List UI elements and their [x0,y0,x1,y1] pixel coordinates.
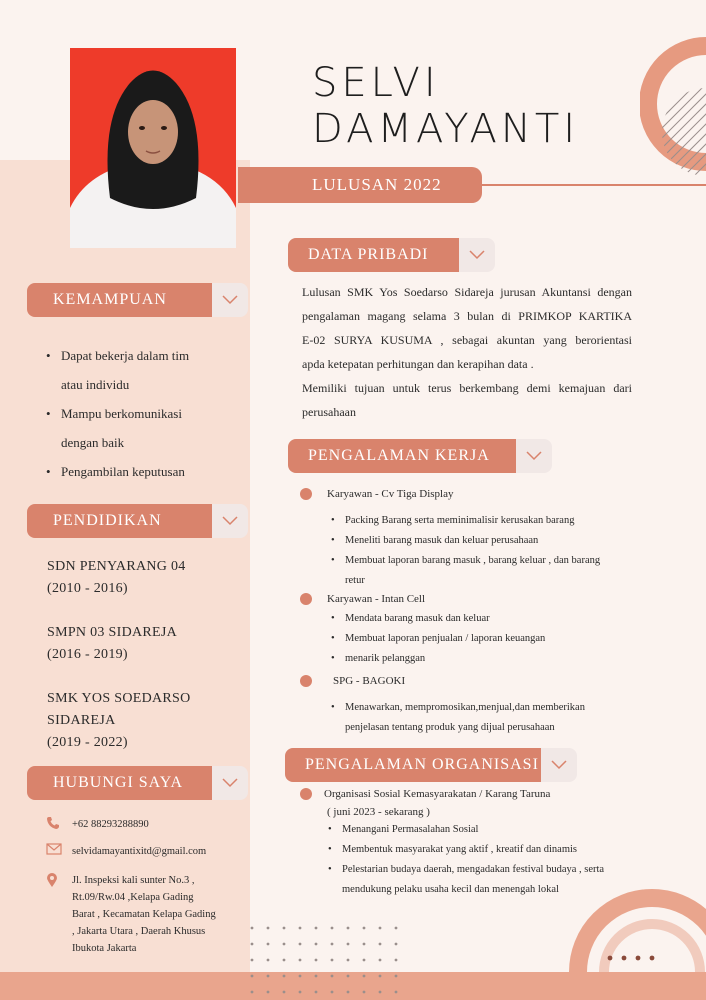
address-line: Jl. Inspeksi kali sunter No.3 , [72,875,195,886]
phone-icon [46,816,72,835]
list-item-continuation: atau individu [61,377,130,392]
job-title: Karyawan - Intan Cell [327,593,426,605]
profile-line: pengalaman magang selama 3 bulan di PRIMKOP KARTIKA [302,309,632,323]
list-item: • Meneliti barang masuk dan keluar perusahaan [331,531,600,551]
job-duties [331,511,600,591]
organization-duties [328,820,604,900]
address-line: Barat , Kecamatan Kelapa Gading [72,909,216,920]
mail-icon [46,843,72,860]
list-item: • Dapat bekerja dalam tim [46,341,189,370]
school-years: (2016 - 2019) [47,647,128,662]
chevron-down-icon [212,283,248,317]
school-years: (2010 - 2016) [47,581,128,596]
list-item: • Membuat laporan barang masuk , barang keluar , dan barang [331,551,600,571]
graduation-banner: LULUSAN 2022 [238,167,482,203]
section-title: PENDIDIKAN [27,504,212,538]
education-item [47,556,186,600]
school-years: (2019 - 2022) [47,735,128,750]
profile-photo [70,48,236,248]
list-item: • Membuat laporan penjualan / laporan keuangan [331,629,545,649]
section-title: KEMAMPUAN [27,283,212,317]
section-header-pendidikan [27,504,248,538]
first-name: SELVI [312,60,440,106]
location-pin-icon [46,872,72,957]
section-title: PENGALAMAN KERJA [288,439,516,473]
section-header-kemampuan [27,283,248,317]
education-item [47,622,177,666]
list-item-continuation: retur [345,575,365,586]
dot-grid-small-decoration [606,952,656,972]
school-name: SMPN 03 SIDAREJA [47,625,178,640]
address-line: Rt.09/Rw.04 ,Kelapa Gading [72,892,194,903]
divider-line [482,184,706,186]
education-item [47,688,191,754]
organization-title: Organisasi Sosial Kemasyarakatan / Karang Taruna [324,788,551,800]
section-title: HUBUNGI SAYA [27,766,212,800]
section-title: PENGALAMAN ORGANISASI [285,748,541,782]
list-item: • Pelestarian budaya daerah, mengadakan festival budaya , serta [328,860,604,880]
section-header-pengalaman-kerja [288,439,552,473]
job-duties [331,609,545,669]
profile-line: Lulusan SMK Yos Soedarso Sidareja jurusan Akuntansi dengan [302,285,632,299]
school-name-cont: SIDAREJA [47,713,116,728]
section-header-hubungi-saya [27,766,248,800]
last-name: DAMAYANTI [312,106,580,152]
skills-list [46,341,189,486]
section-header-pengalaman-organisasi [285,748,577,782]
profile-line: E-02 SURYA KUSUMA , sebagai akuntan yang berorientasi [302,333,632,347]
section-title: DATA PRIBADI [288,238,459,272]
timeline-dot [300,488,312,500]
chevron-down-icon [516,439,552,473]
arc-decoration-top [640,20,706,190]
chevron-down-icon [541,748,577,782]
job-entry [300,675,405,687]
list-item: • Menawarkan, mempromosikan,menjual,dan memberikan [331,698,585,718]
dot-grid-decoration [246,924,416,1000]
chevron-down-icon [212,766,248,800]
list-item: • menarik pelanggan [331,649,545,669]
timeline-dot [300,675,312,687]
list-item-continuation: mendukung pelaku usaha kecil dan menengah lokal [342,884,559,895]
chevron-down-icon [212,504,248,538]
address-line: , Jakarta Utara , Daerah Khusus [72,926,206,937]
list-item: • Pengambilan keputusan [46,457,189,486]
list-item: • Membentuk masyarakat yang aktif , kreatif dan dinamis [328,840,604,860]
school-name: SDN PENYARANG 04 [47,559,186,574]
list-item: • Packing Barang serta meminimalisir kerusakan barang [331,511,600,531]
contact-phone [46,816,149,835]
list-item: • Mendata barang masuk dan keluar [331,609,545,629]
section-header-data-pribadi [288,238,495,272]
job-duties [331,698,585,738]
job-title: SPG - BAGOKI [333,675,406,687]
school-name: SMK YOS SOEDARSO [47,691,191,706]
job-entry [300,593,425,605]
email-address: selvidamayantixitd@gmail.com [72,846,207,857]
profile-line: apda ketepatan perhitungan dan kerapihan data . [302,357,534,371]
chevron-down-icon [459,238,495,272]
job-title: Karyawan - Cv Tiga Display [327,488,454,500]
profile-line: perusahaan [302,405,356,419]
list-item-continuation: penjelasan tentang produk yang dijual perusahaan [345,722,555,733]
contact-email [46,843,206,860]
profile-line: Memiliki tujuan untuk terus berkembang demi kemajuan dari [302,381,632,395]
list-item: • Menangani Permasalahan Sosial [328,820,604,840]
timeline-dot [300,593,312,605]
organization-entry [300,788,550,800]
job-entry [300,488,454,500]
phone-number: +62 88293288890 [72,819,149,830]
list-item: • Mampu berkomunikasi [46,399,189,428]
timeline-dot [300,788,312,800]
contact-address [46,872,216,957]
profile-summary [302,280,632,424]
list-item-continuation: dengan baik [61,435,125,450]
organization-period: ( juni 2023 - sekarang ) [327,806,430,818]
full-name [312,60,579,152]
address-line: Ibukota Jakarta [72,943,137,954]
